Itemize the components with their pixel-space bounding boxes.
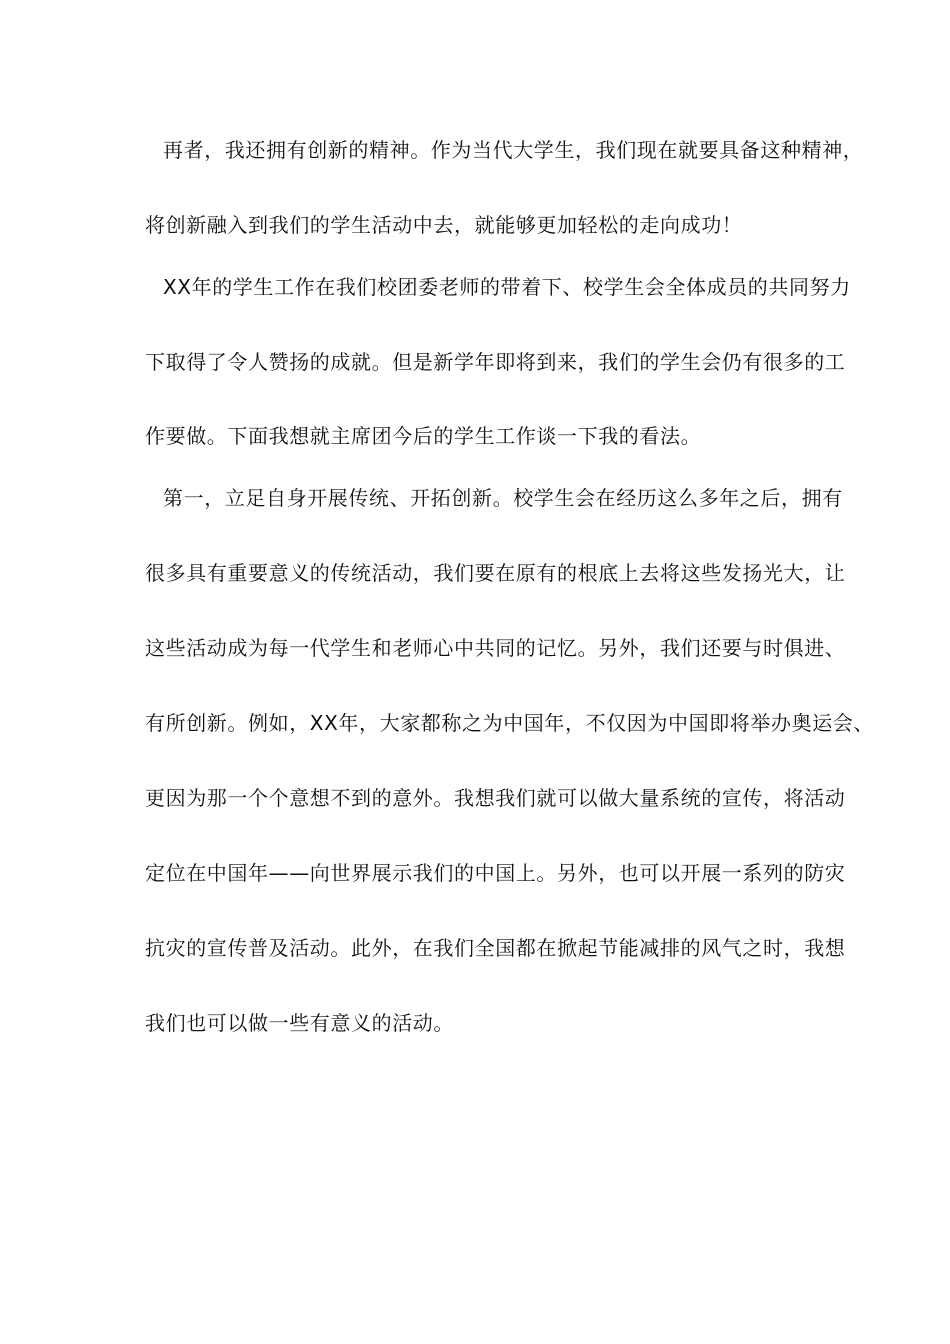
paragraph-line: 很多具有重要意义的传统活动，我们要在原有的根底上去将这些发扬光大，让 xyxy=(145,561,846,585)
paragraph-line: 定位在中国年——向世界展示我们的中国上。另外，也可以开展一系列的防灾 xyxy=(145,861,846,885)
paragraph-line: 下取得了令人赞扬的成就。但是新学年即将到来，我们的学生会仍有很多的工 xyxy=(145,350,846,374)
paragraph-line: 我们也可以做一些有意义的活动。 xyxy=(145,1011,454,1035)
paragraph-line: XX年的学生工作在我们校团委老师的带着下、校学生会全体成员的共同努力 xyxy=(163,275,851,299)
paragraph-line: 第一，立足自身开展传统、开拓创新。校学生会在经历这么多年之后，拥有 xyxy=(163,486,843,510)
paragraph-line: 有所创新。例如，XX年，大家都称之为中国年，不仅因为中国即将举办奥运会、 xyxy=(145,711,875,735)
paragraph-line: 作要做。下面我想就主席团今后的学生工作谈一下我的看法。 xyxy=(145,424,702,448)
paragraph-line: 将创新融入到我们的学生活动中去，就能够更加轻松的走向成功！ xyxy=(145,213,743,237)
paragraph-line: 再者，我还拥有创新的精神。作为当代大学生，我们现在就要具备这种精神， xyxy=(163,138,864,162)
paragraph-line: 更因为那一个个意想不到的意外。我想我们就可以做大量系统的宣传，将活动 xyxy=(145,786,846,810)
paragraph-line: 这些活动成为每一代学生和老师心中共同的记忆。另外，我们还要与时俱进、 xyxy=(145,636,846,660)
paragraph-line: 抗灾的宣传普及活动。此外，在我们全国都在掀起节能减排的风气之时，我想 xyxy=(145,936,846,960)
